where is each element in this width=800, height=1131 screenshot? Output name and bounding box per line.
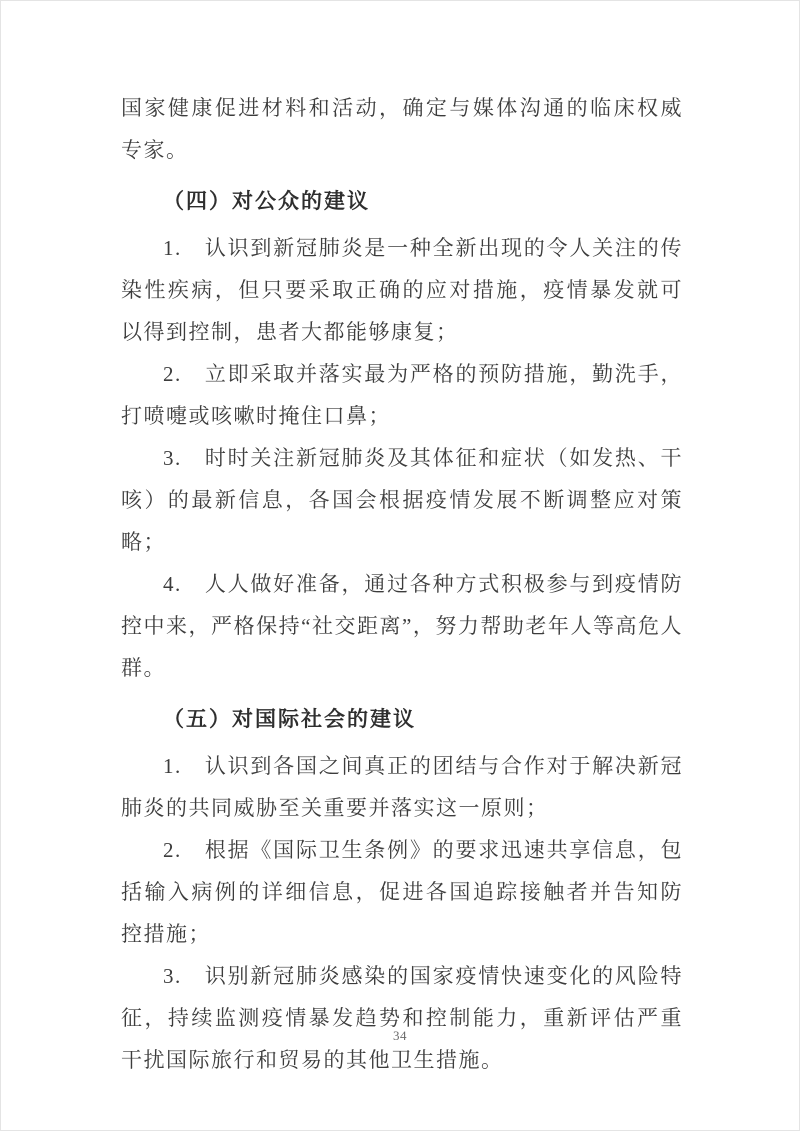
- paragraph-continuation: 国家健康促进材料和活动，确定与媒体沟通的临床权威专家。: [121, 96, 683, 162]
- page-number: 34: [393, 1028, 407, 1043]
- list-item-intl-2: 2. 根据《国际卫生条例》的要求迅速共享信息，包括输入病例的详细信息，促进各国追踪接触者并告知防控措施；: [121, 838, 683, 946]
- list-item-public-2: 2. 立即采取并落实最为严格的预防措施，勤洗手，打喷嚏或咳嗽时掩住口鼻；: [121, 362, 683, 428]
- section-heading-intl: （五）对国际社会的建议: [163, 707, 416, 731]
- list-item-intl-1: 1. 认识到各国之间真正的团结与合作对于解决新冠肺炎的共同威胁至关重要并落实这一原则；: [121, 754, 683, 820]
- page-content: [121, 87, 683, 1081]
- list-item-public-4: 4. 人人做好准备，通过各种方式积极参与到疫情防控中来，严格保持“社交距离”，努力帮助老年人等高危人群。: [121, 572, 683, 680]
- list-item-intl-3: 3. 识别新冠肺炎感染的国家疫情快速变化的风险特征，持续监测疫情暴发趋势和控制能力，重新评估严重干扰国际旅行和贸易的其他卫生措施。: [121, 964, 683, 1072]
- section-heading-public: （四）对公众的建议: [163, 189, 370, 213]
- list-item-public-3: 3. 时时关注新冠肺炎及其体征和症状（如发热、干咳）的最新信息，各国会根据疫情发展不断调整应对策略；: [121, 446, 683, 554]
- page-footer: [1, 1027, 799, 1045]
- list-item-public-1: 1. 认识到新冠肺炎是一种全新出现的令人关注的传染性疾病，但只要采取正确的应对措施，疫情暴发就可以得到控制，患者大都能够康复；: [121, 236, 683, 344]
